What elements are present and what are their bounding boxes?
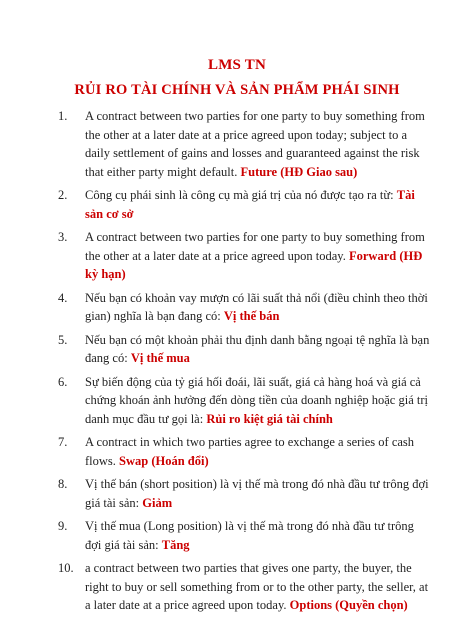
answer-text: Tăng <box>161 537 190 552</box>
question-text: A contract in which two parties agree to exchange a series of cash flows. <box>85 435 415 468</box>
question-item <box>58 433 430 470</box>
question-number: 9. <box>58 519 68 533</box>
question-number: 8. <box>58 477 68 491</box>
question-text: Vị thế bán (short position) là vị thế mà trong đó nhà đầu tư trông đợi giá tài sản: <box>85 477 429 510</box>
question-text: Công cụ phái sinh là công cụ mà giá trị của nó được tạo ra từ: <box>85 188 394 202</box>
question-text: A contract between two parties for one party to buy something from the other at a later date at a price agreed upon today; subject to a daily settlement of gains and losses and guaranteed against the risk that either party might default. <box>85 109 425 179</box>
answer-text: Vị thế mua <box>130 351 190 365</box>
question-item <box>58 559 430 615</box>
question-text: a contract between two parties that gives one party, the buyer, the right to buy or sell something from or to the other party, the seller, at a later date at a price agreed upon today. <box>85 561 429 612</box>
answer-text: Options (Quyền chọn) <box>289 598 408 612</box>
answer-text: Forward (HĐ kỳ hạn) <box>85 248 423 281</box>
question-item <box>58 475 430 512</box>
question-text: A contract between two parties for one party to buy something from the other at a later date at a price agreed upon today. <box>85 230 425 263</box>
question-number: 6. <box>58 374 68 389</box>
question-text: Vị thế mua (Long position) là vị thế mà trong đó nhà đầu tư trông đợi giá tài sản: <box>85 519 414 552</box>
answer-text: Tài sản cơ sở <box>85 188 415 221</box>
question-item <box>58 186 430 223</box>
document-title: LMS TN <box>207 57 267 73</box>
answer-text: Swap (Hoán đổi) <box>119 453 209 468</box>
question-number: 3. <box>58 230 68 244</box>
question-number: 7. <box>58 435 68 449</box>
answer-text: Giảm <box>142 495 173 510</box>
question-item <box>58 517 430 554</box>
question-item <box>58 107 430 181</box>
question-item <box>58 373 430 429</box>
question-number: 10. <box>58 561 74 575</box>
answer-text: Vị thế bán <box>223 309 280 323</box>
question-number: 4. <box>58 290 68 305</box>
document-subtitle: RỦI RO TÀI CHÍNH VÀ SẢN PHẨM PHÁI SINH <box>74 82 400 98</box>
answer-text: Future (HĐ Giao sau) <box>240 164 358 179</box>
question-number: 2. <box>58 188 68 202</box>
question-text: Nếu bạn có khoản vay mượn có lãi suất thả nổi (điều chỉnh theo thời gian) nghĩa là bạn đang có: <box>85 290 428 323</box>
answer-text: Rủi ro kiệt giá tài chính <box>206 411 333 426</box>
question-number: 1. <box>58 109 68 123</box>
question-item <box>58 289 430 326</box>
question-item <box>58 331 430 368</box>
question-number: 5. <box>58 332 68 347</box>
question-text: Nếu bạn có một khoản phải thu định danh bằng ngoại tệ nghĩa là bạn đang có: <box>85 332 430 365</box>
question-list <box>58 107 430 620</box>
question-item <box>58 228 430 284</box>
question-text: Sự biến động của tỷ giá hối đoái, lãi suất, giá cả hàng hoá và giá cả chứng khoán ảnh hưởng đến dòng tiền của doanh nghiệp hoặc giá trị danh mục đầu tư gọi là: <box>85 374 428 426</box>
